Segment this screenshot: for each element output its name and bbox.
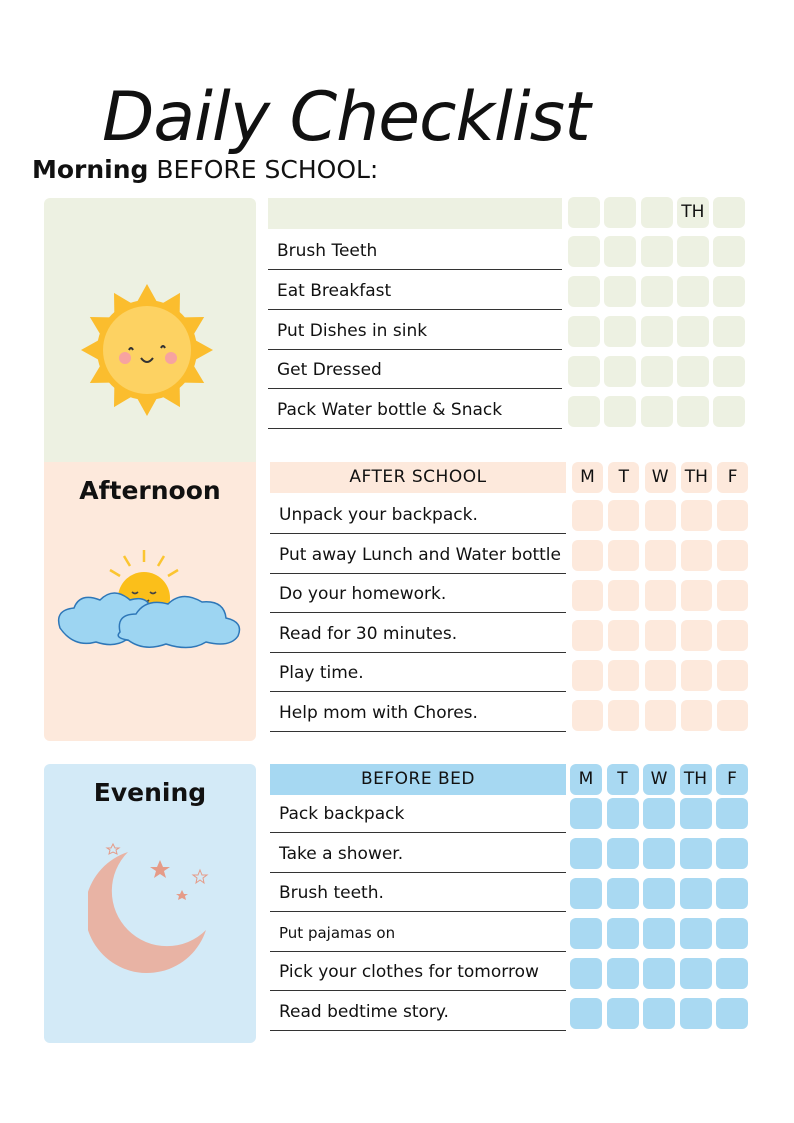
evening-checkbox[interactable] bbox=[607, 918, 639, 949]
afternoon-checkbox[interactable] bbox=[645, 620, 676, 651]
afternoon-checkbox[interactable] bbox=[717, 620, 748, 651]
afternoon-checkbox[interactable] bbox=[717, 700, 748, 731]
evening-checkbox[interactable] bbox=[643, 958, 675, 989]
afternoon-checkbox[interactable] bbox=[681, 580, 712, 611]
sun-icon bbox=[77, 280, 217, 420]
afternoon-checkbox[interactable] bbox=[717, 500, 748, 531]
afternoon-checkbox[interactable] bbox=[572, 580, 603, 611]
morning-checkbox[interactable] bbox=[677, 236, 709, 267]
morning-checkbox[interactable] bbox=[641, 236, 673, 267]
morning-day-header bbox=[641, 197, 673, 228]
morning-checkbox[interactable] bbox=[641, 356, 673, 387]
morning-day-header bbox=[568, 197, 600, 228]
afternoon-title: Afternoon bbox=[79, 476, 221, 505]
afternoon-day-header: TH bbox=[681, 462, 712, 493]
evening-checkbox[interactable] bbox=[680, 798, 712, 829]
morning-checkbox[interactable] bbox=[713, 356, 745, 387]
afternoon-checkbox[interactable] bbox=[572, 620, 603, 651]
moon-stars-icon bbox=[88, 838, 228, 978]
morning-checkbox[interactable] bbox=[604, 316, 636, 347]
evening-checkbox[interactable] bbox=[607, 838, 639, 869]
evening-checkbox[interactable] bbox=[570, 878, 602, 909]
evening-day-header: M bbox=[570, 764, 602, 795]
evening-checkbox[interactable] bbox=[716, 878, 748, 909]
evening-checkbox[interactable] bbox=[716, 958, 748, 989]
morning-checkbox[interactable] bbox=[677, 356, 709, 387]
afternoon-header-bar: AFTER SCHOOL bbox=[270, 462, 566, 493]
evening-task-item: Brush teeth. bbox=[270, 873, 566, 912]
afternoon-checkbox[interactable] bbox=[608, 500, 639, 531]
morning-checkbox[interactable] bbox=[641, 396, 673, 427]
evening-checkbox[interactable] bbox=[643, 998, 675, 1029]
morning-task-item: Brush Teeth bbox=[268, 231, 562, 270]
morning-header-bar bbox=[268, 198, 562, 229]
evening-checkbox[interactable] bbox=[607, 998, 639, 1029]
evening-checkbox[interactable] bbox=[607, 798, 639, 829]
afternoon-task-item: Read for 30 minutes. bbox=[270, 614, 566, 653]
evening-checkbox[interactable] bbox=[716, 838, 748, 869]
afternoon-checkbox[interactable] bbox=[681, 500, 712, 531]
evening-checkbox[interactable] bbox=[607, 958, 639, 989]
morning-checkbox[interactable] bbox=[604, 276, 636, 307]
evening-checkbox[interactable] bbox=[680, 958, 712, 989]
afternoon-task-item: Help mom with Chores. bbox=[270, 693, 566, 732]
evening-title: Evening bbox=[93, 778, 207, 807]
evening-checkbox[interactable] bbox=[570, 798, 602, 829]
morning-checkbox[interactable] bbox=[568, 316, 600, 347]
morning-checkbox[interactable] bbox=[604, 396, 636, 427]
morning-day-header: TH bbox=[677, 197, 709, 228]
afternoon-task-item: Unpack your backpack. bbox=[270, 495, 566, 534]
morning-checkbox[interactable] bbox=[568, 236, 600, 267]
afternoon-checkbox[interactable] bbox=[572, 700, 603, 731]
morning-checkbox[interactable] bbox=[568, 396, 600, 427]
afternoon-checkbox[interactable] bbox=[645, 660, 676, 691]
evening-checkbox[interactable] bbox=[643, 838, 675, 869]
morning-checkbox[interactable] bbox=[713, 396, 745, 427]
afternoon-checkbox[interactable] bbox=[681, 660, 712, 691]
subtitle-bold: Morning bbox=[32, 155, 149, 184]
evening-checkbox[interactable] bbox=[716, 918, 748, 949]
evening-task-item: Take a shower. bbox=[270, 834, 566, 873]
evening-day-header: T bbox=[607, 764, 639, 795]
evening-checkbox[interactable] bbox=[680, 878, 712, 909]
afternoon-checkbox[interactable] bbox=[572, 540, 603, 571]
evening-task-item: Put pajamas on bbox=[270, 913, 566, 952]
morning-checkbox[interactable] bbox=[677, 396, 709, 427]
afternoon-checkbox[interactable] bbox=[645, 540, 676, 571]
afternoon-checkbox[interactable] bbox=[681, 620, 712, 651]
morning-day-header bbox=[604, 197, 636, 228]
afternoon-day-header: F bbox=[717, 462, 748, 493]
afternoon-checkbox[interactable] bbox=[608, 700, 639, 731]
afternoon-checkbox[interactable] bbox=[645, 500, 676, 531]
subtitle-rest: BEFORE SCHOOL: bbox=[148, 155, 379, 184]
morning-checkbox[interactable] bbox=[604, 356, 636, 387]
evening-checkbox[interactable] bbox=[570, 918, 602, 949]
evening-day-header: TH bbox=[680, 764, 712, 795]
evening-checkbox[interactable] bbox=[680, 998, 712, 1029]
evening-checkbox[interactable] bbox=[643, 918, 675, 949]
sun-cloud-icon bbox=[50, 548, 250, 658]
evening-checkbox[interactable] bbox=[570, 998, 602, 1029]
evening-checkbox[interactable] bbox=[643, 878, 675, 909]
afternoon-checkbox[interactable] bbox=[572, 500, 603, 531]
evening-checkbox[interactable] bbox=[680, 838, 712, 869]
morning-panel bbox=[44, 198, 256, 470]
morning-task-item: Put Dishes in sink bbox=[268, 311, 562, 350]
evening-checkbox[interactable] bbox=[716, 798, 748, 829]
afternoon-checkbox[interactable] bbox=[681, 700, 712, 731]
page-title: Daily Checklist bbox=[102, 78, 590, 157]
evening-task-item: Pick your clothes for tomorrow bbox=[270, 952, 566, 991]
morning-checkbox[interactable] bbox=[641, 276, 673, 307]
evening-panel bbox=[44, 764, 256, 1043]
afternoon-checkbox[interactable] bbox=[608, 580, 639, 611]
morning-checkbox[interactable] bbox=[568, 356, 600, 387]
afternoon-checkbox[interactable] bbox=[608, 660, 639, 691]
morning-checkbox[interactable] bbox=[604, 236, 636, 267]
afternoon-task-item: Put away Lunch and Water bottle bbox=[270, 535, 566, 574]
afternoon-checkbox[interactable] bbox=[608, 620, 639, 651]
morning-checkbox[interactable] bbox=[713, 236, 745, 267]
evening-checkbox[interactable] bbox=[680, 918, 712, 949]
evening-task-item: Pack backpack bbox=[270, 794, 566, 833]
morning-checkbox[interactable] bbox=[568, 276, 600, 307]
evening-day-header: F bbox=[716, 764, 748, 795]
evening-header-bar: BEFORE BED bbox=[270, 764, 566, 795]
afternoon-day-header: M bbox=[572, 462, 603, 493]
afternoon-checkbox[interactable] bbox=[645, 580, 676, 611]
morning-checkbox[interactable] bbox=[677, 276, 709, 307]
evening-checkbox[interactable] bbox=[716, 998, 748, 1029]
afternoon-checkbox[interactable] bbox=[717, 660, 748, 691]
afternoon-checkbox[interactable] bbox=[717, 580, 748, 611]
morning-checkbox[interactable] bbox=[713, 316, 745, 347]
morning-checkbox[interactable] bbox=[677, 316, 709, 347]
evening-checkbox[interactable] bbox=[643, 798, 675, 829]
morning-day-header bbox=[713, 197, 745, 228]
section-subtitle bbox=[32, 155, 378, 184]
morning-task-item: Pack Water bottle & Snack bbox=[268, 390, 562, 429]
afternoon-checkbox[interactable] bbox=[645, 700, 676, 731]
afternoon-checkbox[interactable] bbox=[681, 540, 712, 571]
morning-checkbox[interactable] bbox=[713, 276, 745, 307]
morning-task-item: Eat Breakfast bbox=[268, 271, 562, 310]
afternoon-panel bbox=[44, 462, 256, 741]
afternoon-checkbox[interactable] bbox=[572, 660, 603, 691]
afternoon-day-header: W bbox=[645, 462, 676, 493]
evening-day-header: W bbox=[643, 764, 675, 795]
evening-checkbox[interactable] bbox=[570, 958, 602, 989]
afternoon-task-item: Play time. bbox=[270, 653, 566, 692]
afternoon-checkbox[interactable] bbox=[717, 540, 748, 571]
morning-task-item: Get Dressed bbox=[268, 350, 562, 389]
afternoon-checkbox[interactable] bbox=[608, 540, 639, 571]
evening-task-item: Read bedtime story. bbox=[270, 992, 566, 1031]
afternoon-task-item: Do your homework. bbox=[270, 574, 566, 613]
morning-checkbox[interactable] bbox=[641, 316, 673, 347]
evening-checkbox[interactable] bbox=[570, 838, 602, 869]
evening-checkbox[interactable] bbox=[607, 878, 639, 909]
afternoon-day-header: T bbox=[608, 462, 639, 493]
